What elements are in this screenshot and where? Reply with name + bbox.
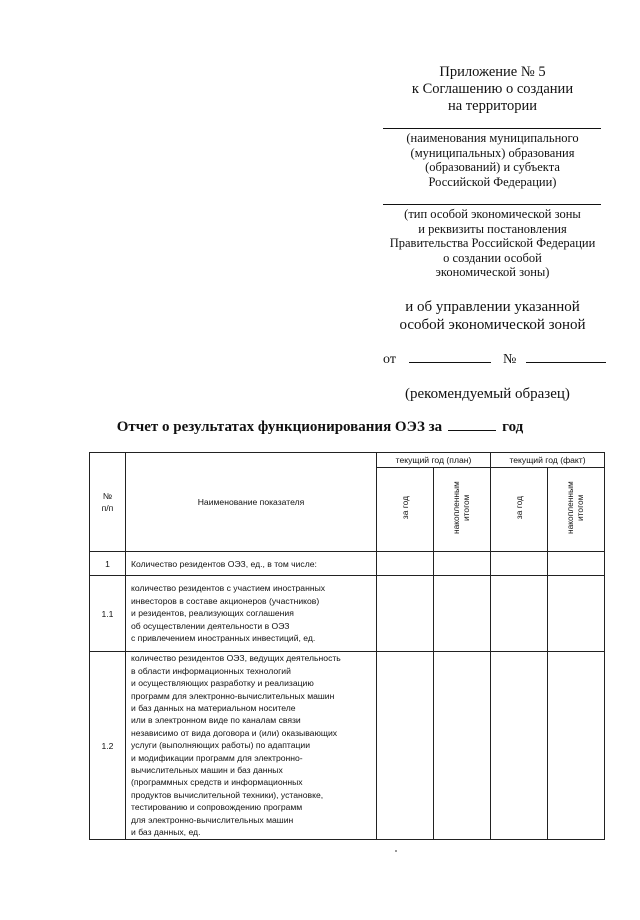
municipal-note-line: (образований) и субъекта (425, 160, 560, 174)
from-label: от (383, 352, 396, 367)
municipal-note-line: (наименования муниципального (406, 131, 579, 145)
report-title (0, 418, 640, 436)
cell-plan-cumulative[interactable] (434, 552, 491, 576)
row-num: 1 (90, 552, 126, 576)
results-table (89, 452, 605, 840)
number-blank (526, 349, 606, 363)
cell-fact-year[interactable] (491, 552, 548, 576)
municipal-note-line: Российской Федерации) (428, 174, 557, 189)
header-indicator-name: Наименование показателя (126, 453, 377, 552)
header-num: № п/п (90, 453, 126, 552)
table-row (90, 652, 605, 840)
header-fact-year-label: за год (514, 496, 524, 520)
year-blank (448, 418, 496, 431)
header-plan-cumulative (434, 468, 491, 552)
cell-plan-cumulative[interactable] (434, 652, 491, 840)
municipal-blank-line (383, 128, 601, 129)
header-fact-year (491, 468, 548, 552)
sample-label: (рекомендуемый образец) (405, 386, 570, 402)
header-plan-year-label: за год (400, 496, 410, 520)
zone-type-note-line: о создании особой (443, 250, 542, 265)
zone-type-blank-line (383, 204, 601, 205)
header-plan-year (377, 468, 434, 552)
row-name: Количество резидентов ОЭЗ, ед., в том числе: (126, 552, 377, 576)
cell-fact-year[interactable] (491, 576, 548, 652)
zone-type-note-line: (тип особой экономической зоны (404, 207, 581, 221)
number-label: № (502, 352, 517, 367)
row-name: количество резидентов с участием иностранных инвесторов в составе акционеров (участников) и резидентов, реализующих соглашения об осуществлении деятельности в ОЭЗ с привлечением иностранных инвестиций, ед. (126, 576, 377, 652)
header-plan-cumulative-label: накопленным итогом (451, 481, 471, 535)
cell-fact-cumulative[interactable] (548, 552, 605, 576)
cell-fact-cumulative[interactable] (548, 576, 605, 652)
zone-type-note (375, 207, 610, 280)
cell-plan-cumulative[interactable] (434, 576, 491, 652)
cell-plan-year[interactable] (377, 652, 434, 840)
agreement-line: к Соглашению о создании (411, 81, 574, 97)
table-row (90, 552, 605, 576)
management-line: особой экономической зоной (399, 317, 586, 333)
scan-speck (395, 850, 397, 852)
zone-type-note-line: и реквизиты постановления (418, 221, 567, 236)
zone-type-note-line: экономической зоны) (435, 265, 550, 279)
management-text (375, 298, 610, 334)
date-number-row (383, 349, 606, 368)
table-row (90, 576, 605, 652)
header-fact-group: текущий год (факт) (491, 453, 605, 468)
report-title-prefix: Отчет о результатах функционирования ОЭЗ за (116, 419, 443, 435)
cell-fact-year[interactable] (491, 652, 548, 840)
municipal-note (375, 131, 610, 189)
cell-fact-cumulative[interactable] (548, 652, 605, 840)
appendix-header (375, 64, 610, 115)
municipal-note-line: (муниципальных) образования (410, 145, 575, 160)
cell-plan-year[interactable] (377, 552, 434, 576)
row-num: 1.2 (90, 652, 126, 840)
header-fact-cumulative-label: накопленным итогом (565, 481, 585, 535)
date-blank (409, 349, 491, 363)
territory-line: на территории (447, 98, 538, 114)
appendix-title: Приложение № 5 (439, 64, 546, 80)
row-num: 1.1 (90, 576, 126, 652)
header-plan-group: текущий год (план) (377, 453, 491, 468)
row-name: количество резидентов ОЭЗ, ведущих деятельность в области информационных технологий и осуществляющих разработку и реализацию программ для электронно-вычислительных машин и баз данных на материальном носителе или в электронном виде по каналам связи независимо от вида договора и (или) оказывающих услуги (выполняющих работы) по адаптации и модификации программ для электронно- вычислительных машин и баз данных (программных средств и информационных продуктов вычислительной техники), установке, тестированию и сопровождению программ для электронно-вычислительных машин и баз данных, ед. (126, 652, 377, 840)
zone-type-note-line: Правительства Российской Федерации (389, 236, 596, 250)
header-fact-cumulative (548, 468, 605, 552)
management-line: и об управлении указанной (405, 299, 580, 315)
cell-plan-year[interactable] (377, 576, 434, 652)
report-title-suffix: год (502, 419, 524, 435)
